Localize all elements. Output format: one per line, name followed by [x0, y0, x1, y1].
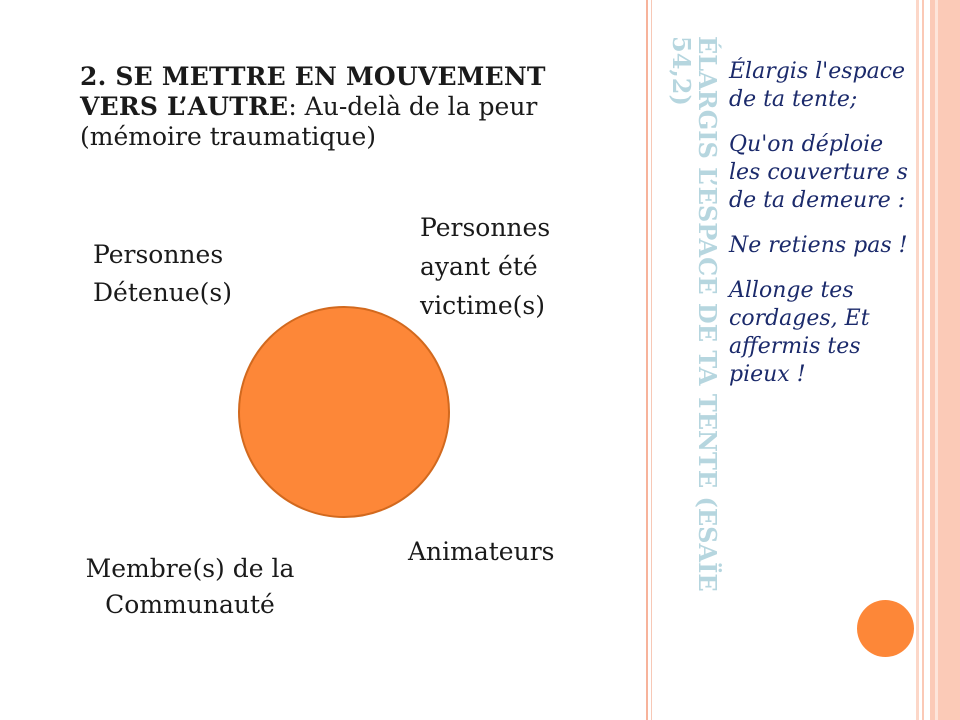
vertical-reference-text: ÉLARGIS L’ESPACE DE TA TENTE (ESAÏE 54,2) — [667, 36, 722, 592]
decor-stripe — [916, 0, 919, 720]
scripture-quote — [729, 58, 914, 406]
vertical-reference — [668, 36, 728, 676]
decor-stripe — [935, 0, 938, 720]
title-caps: 2. SE METTRE EN MOUVEMENT VERS L’AUTRE — [80, 62, 546, 121]
decor-stripe — [922, 0, 924, 720]
label-animateurs: Animateurs — [408, 537, 555, 566]
label-detenus: Personnes Détenue(s) — [93, 240, 233, 307]
accent-dot-shape — [857, 600, 914, 657]
slide-title — [80, 62, 550, 152]
label-victimes: Personnes ayant été victime(s) — [420, 213, 551, 320]
quote-paragraph: Élargis l'espace de ta tente; — [729, 59, 906, 112]
decor-stripe — [646, 0, 648, 720]
quote-paragraph: Ne retiens pas ! — [729, 233, 908, 258]
center-circle-shape — [238, 306, 450, 518]
decor-stripe — [651, 0, 652, 720]
quote-paragraph: Allonge tes cordages, Et affermis tes pieux ! — [729, 278, 870, 387]
title-rest: : Au-delà de la peur (mémoire traumatique) — [80, 92, 538, 151]
label-membres: Membre(s) de la Communauté — [85, 554, 295, 619]
quote-paragraph: Qu'on déploie les couverture s de ta demeure : — [729, 132, 908, 213]
